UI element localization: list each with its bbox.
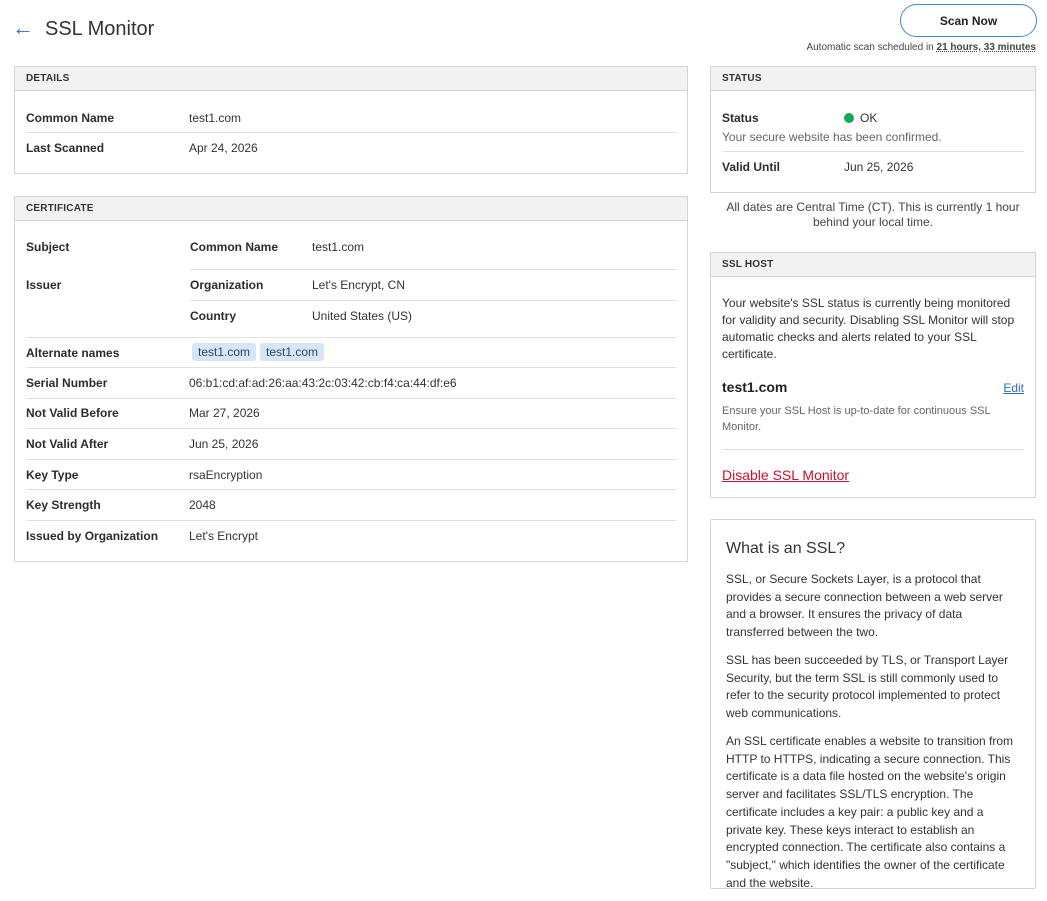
not-valid-before-value: Mar 27, 2026	[189, 406, 260, 420]
disable-ssl-monitor-link[interactable]: Disable SSL Monitor	[722, 467, 850, 483]
issuer-country-value: United States (US)	[312, 309, 413, 323]
ssl-host-panel	[710, 252, 1036, 498]
timezone-note: All dates are Central Time (CT). This is currently 1 hour behind your local time.	[726, 200, 1020, 229]
issuer-country-label: Country	[190, 309, 236, 323]
edit-host-link[interactable]: Edit	[1003, 381, 1024, 395]
scan-schedule-time: 21 hours, 33 minutes	[936, 42, 1036, 53]
page-header	[0, 0, 1047, 60]
subject-sublabel: Common Name	[190, 240, 279, 254]
status-value: OK	[860, 111, 878, 125]
scan-schedule-prefix: Automatic scan scheduled in	[806, 42, 934, 53]
valid-until-label: Valid Until	[722, 160, 781, 174]
issued-by-label: Issued by Organization	[26, 529, 159, 543]
serial-number-row	[26, 368, 676, 399]
what-is-ssl-title: What is an SSL?	[726, 540, 846, 557]
page-title: SSL Monitor	[45, 18, 155, 40]
arrow-left-icon[interactable]: ←	[12, 15, 34, 40]
details-label: Last Scanned	[26, 141, 105, 155]
not-valid-after-label: Not Valid After	[26, 437, 109, 451]
issuer-row	[26, 270, 676, 338]
details-row	[26, 92, 676, 133]
details-value: test1.com	[189, 111, 242, 125]
details-label: Common Name	[26, 111, 115, 125]
status-label: Status	[722, 111, 759, 125]
status-badge	[844, 111, 877, 125]
scan-schedule	[806, 42, 1036, 53]
subject-value: test1.com	[312, 240, 365, 254]
certificate-heading: CERTIFICATE	[15, 197, 687, 221]
key-type-row	[26, 460, 676, 490]
ssl-host-divider	[722, 449, 1024, 450]
issuer-org-label: Organization	[190, 278, 264, 292]
not-valid-before-row	[26, 399, 676, 429]
issuer-label: Issuer	[26, 278, 62, 292]
subject-row	[26, 222, 676, 270]
key-strength-row	[26, 490, 676, 521]
valid-until-row	[722, 152, 1024, 182]
details-panel	[14, 66, 688, 174]
issuer-org-value: Let's Encrypt, CN	[312, 278, 405, 292]
status-panel	[710, 66, 1036, 193]
alternate-names-chips	[192, 343, 328, 361]
issued-by-row	[26, 521, 676, 551]
issuer-divider	[190, 300, 676, 301]
ssl-host-description: Your website's SSL status is currently being monitored for validity and security. Disabling SSL Monitor will stop automatic checks and alerts related to your SSL certificate.	[722, 296, 1015, 361]
details-value: Apr 24, 2026	[189, 141, 258, 155]
what-is-ssl-panel	[710, 519, 1036, 889]
key-strength-label: Key Strength	[26, 498, 101, 512]
status-note: Your secure website has been confirmed.	[722, 130, 942, 144]
alternate-names-label: Alternate names	[26, 346, 120, 360]
valid-until-value: Jun 25, 2026	[844, 160, 914, 174]
status-row	[722, 92, 1024, 152]
not-valid-before-label: Not Valid Before	[26, 406, 119, 420]
serial-number-value: 06:b1:cd:af:ad:26:aa:43:2c:03:42:cb:f4:ca:44:df:e6	[189, 376, 457, 390]
certificate-panel	[14, 196, 688, 562]
alternate-name-chip: test1.com	[260, 343, 324, 361]
serial-number-label: Serial Number	[26, 376, 108, 390]
not-valid-after-row	[26, 429, 676, 460]
not-valid-after-value: Jun 25, 2026	[189, 437, 259, 451]
issued-by-value: Let's Encrypt	[189, 529, 258, 543]
key-type-value: rsaEncryption	[189, 468, 263, 482]
ssl-host-name: test1.com	[722, 379, 788, 395]
what-is-ssl-paragraph: SSL has been succeeded by TLS, or Transport Layer Security, but the term SSL is still commonly used to refer to the security protocol implemented to protect web communications.	[726, 653, 1009, 721]
scan-now-button[interactable]: Scan Now	[900, 4, 1037, 37]
details-heading: DETAILS	[15, 67, 687, 91]
what-is-ssl-paragraph: An SSL certificate enables a website to transition from HTTP to HTTPS, indicating a secure connection. This certificate is a data file hosted on the website's origin server and facilitates SSL/TLS encryption. The certificate includes a key pair: a public key and a private key. These keys interact to establish an encrypted connection. The certificate also contains a "subject," which identifies the owner of the certificate and the website.	[726, 734, 1014, 890]
ssl-host-heading: SSL HOST	[711, 253, 1035, 277]
key-strength-value: 2048	[189, 498, 216, 512]
status-heading: STATUS	[711, 67, 1035, 91]
alternate-name-chip: test1.com	[192, 343, 256, 361]
status-ok-dot-icon	[844, 113, 854, 123]
details-row	[26, 133, 676, 163]
alternate-names-row	[26, 338, 676, 368]
what-is-ssl-paragraph: SSL, or Secure Sockets Layer, is a protocol that provides a secure connection between a web server and a browser. It ensures the privacy of data transferred between the two.	[726, 572, 1003, 640]
subject-label: Subject	[26, 240, 70, 254]
ssl-host-hint: Ensure your SSL Host is up-to-date for continuous SSL Monitor.	[722, 405, 991, 433]
key-type-label: Key Type	[26, 468, 79, 482]
